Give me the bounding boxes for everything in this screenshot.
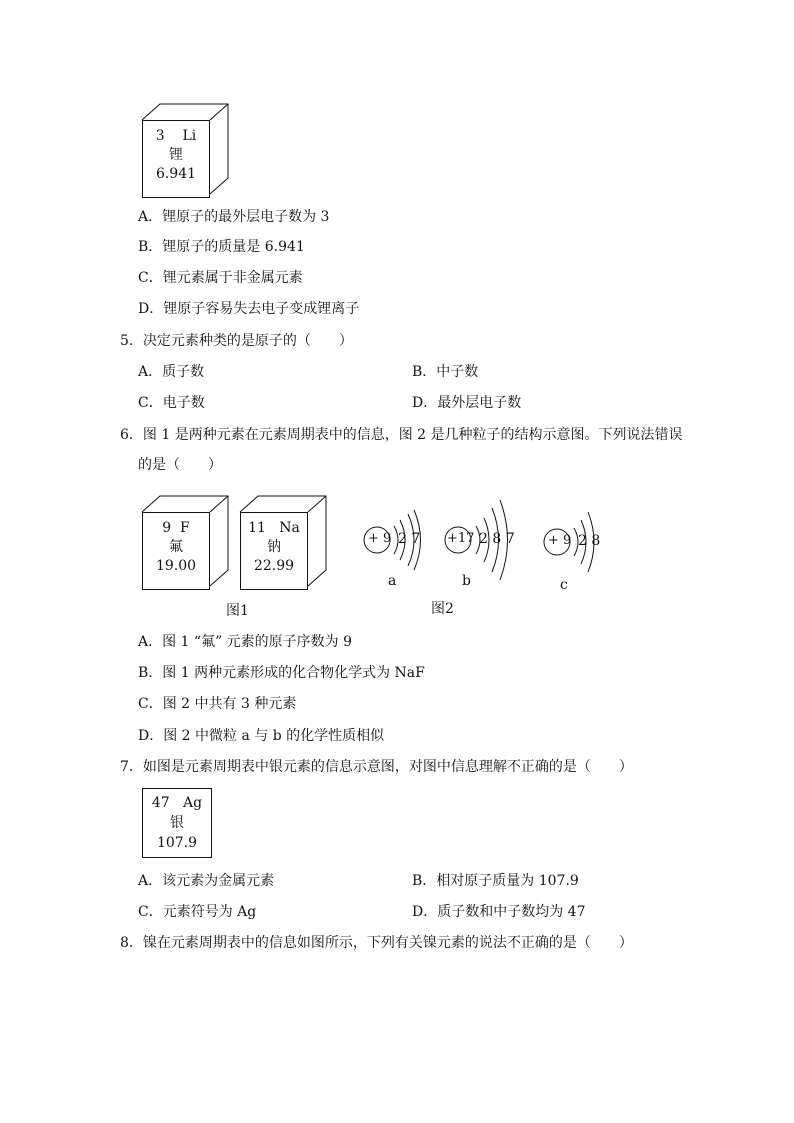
particle-a-shells: 2 7 <box>398 531 421 547</box>
q8-stem: 8．镍在元素周期表中的信息如图所示，下列有关镍元素的说法不正确的是（ ） <box>120 935 633 951</box>
f-number-symbol: 9 F <box>162 520 190 536</box>
q7-option-b: B．相对原子质量为 107.9 <box>412 873 579 889</box>
q5-option-a: A．质子数 <box>138 364 205 380</box>
q6-stem-line2: 的是（ ） <box>138 457 222 473</box>
q5-option-c: C．电子数 <box>138 395 205 411</box>
particle-a-label: a <box>388 573 397 589</box>
particle-c-label: c <box>560 577 568 593</box>
q6-option-b: B．图 1 两种元素形成的化合物化学式为 NaF <box>138 665 425 681</box>
lithium-card-face <box>142 120 210 198</box>
f-name: 氟 <box>169 539 183 555</box>
q7-option-a: A．该元素为金属元素 <box>138 873 275 889</box>
li-mass: 6.941 <box>155 166 197 182</box>
q6-stem-line1: 6．图 1 是两种元素在元素周期表中的信息，图 2 是几种粒子的结构示意图。下列说法错误 <box>120 427 683 443</box>
sodium-card-face <box>240 512 308 590</box>
ag-mass: 107.9 <box>156 835 198 851</box>
q5-stem: 5．决定元素种类的是原子的（ ） <box>120 333 353 349</box>
ag-name: 银 <box>170 815 184 831</box>
q4-option-d: D．锂原子容易失去电子变成锂离子 <box>138 301 360 317</box>
figure1-label: 图1 <box>226 603 249 619</box>
particle-b-shells: 2 8 7 <box>479 531 515 547</box>
silver-element-card <box>142 788 212 858</box>
particle-c-nucleus: + 9 <box>548 533 572 548</box>
q5-option-b: B．中子数 <box>412 364 479 380</box>
q6-option-d: D．图 2 中微粒 a 与 b 的化学性质相似 <box>138 728 385 744</box>
li-number-symbol: 3 Li <box>155 128 197 144</box>
ag-number-symbol: 47 Ag <box>151 795 203 811</box>
particle-b-nucleus: +17 <box>447 531 475 546</box>
q7-option-d: D．质子数和中子数均为 47 <box>412 904 586 920</box>
q4-option-c: C．锂元素属于非金属元素 <box>138 270 303 286</box>
q4-option-b: B．锂原子的质量是 6.941 <box>138 239 305 255</box>
f-mass: 19.00 <box>155 558 197 574</box>
particle-c-shells: 2 8 <box>578 533 601 549</box>
q6-option-c: C．图 2 中共有 3 种元素 <box>138 696 297 712</box>
q7-stem: 7．如图是元素周期表中银元素的信息示意图，对图中信息理解不正确的是（ ） <box>120 759 633 775</box>
q6-option-a: A．图 1 “氟” 元素的原子序数为 9 <box>138 634 353 650</box>
particle-b-label: b <box>462 573 471 589</box>
q4-option-a: A．锂原子的最外层电子数为 3 <box>138 209 330 225</box>
na-number-symbol: 11 Na <box>248 520 300 536</box>
fluorine-card-face <box>142 512 210 590</box>
li-name: 锂 <box>169 147 183 163</box>
figure2-label: 图2 <box>431 601 454 617</box>
particle-a-nucleus: + 9 <box>368 531 392 546</box>
na-name: 钠 <box>267 539 281 555</box>
q5-option-d: D．最外层电子数 <box>412 395 522 411</box>
na-mass: 22.99 <box>253 558 295 574</box>
q7-option-c: C．元素符号为 Ag <box>138 904 257 920</box>
